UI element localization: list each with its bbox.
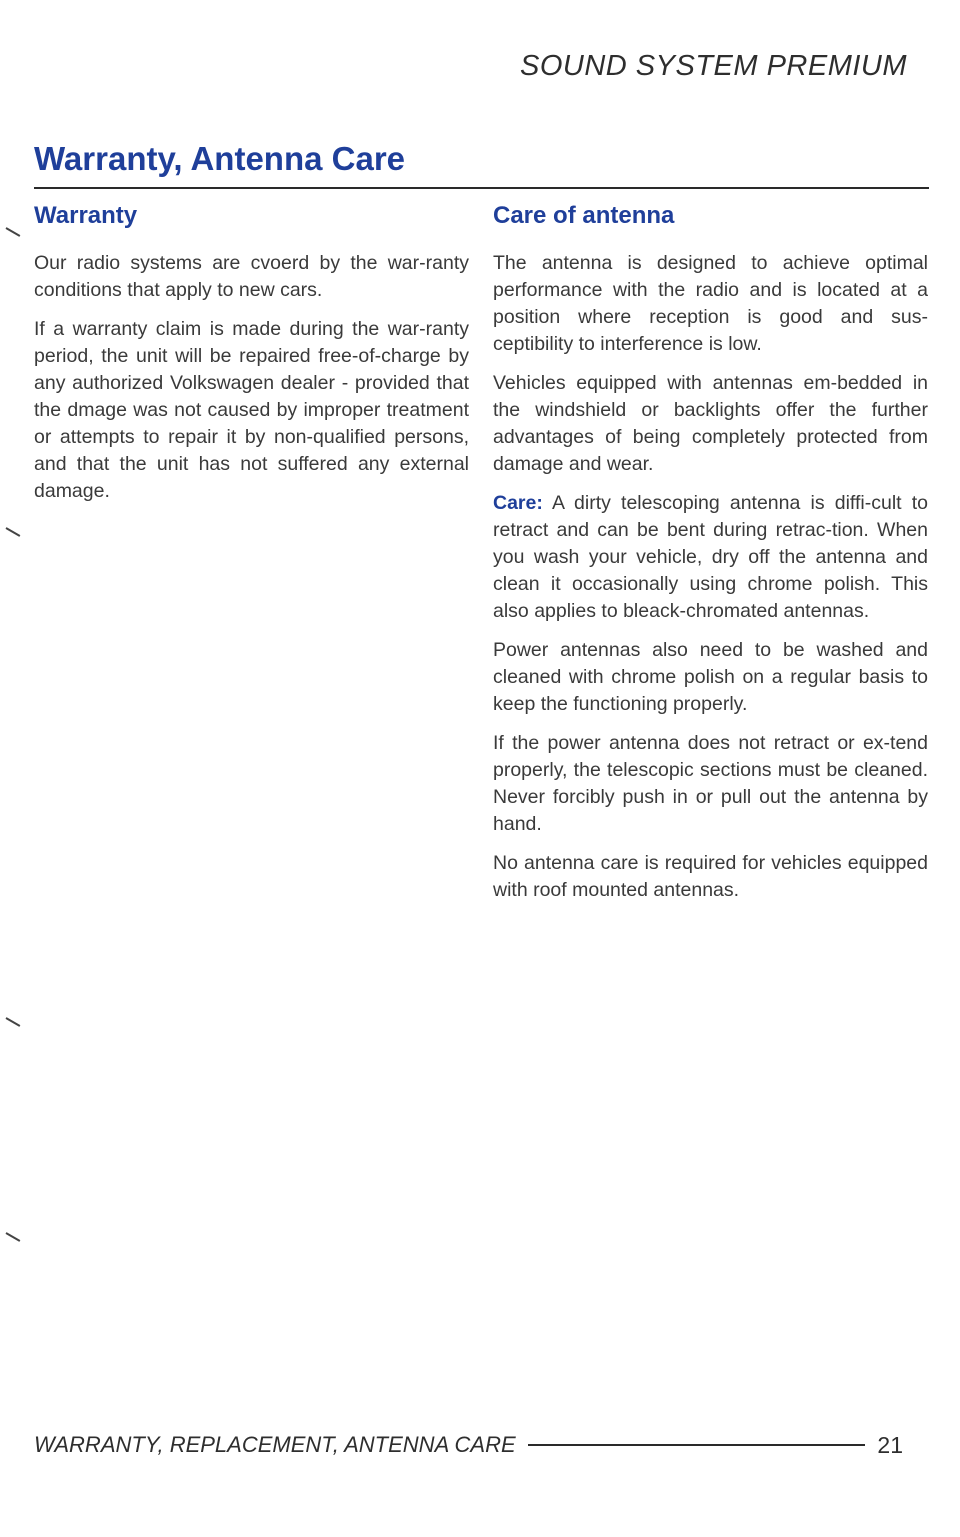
antenna-care-heading: Care of antenna xyxy=(493,202,675,229)
page-footer xyxy=(34,1430,929,1460)
care-paragraph xyxy=(493,490,928,625)
warranty-paragraph: If a warranty claim is made during the war-ranty period, the unit will be repaired free-of-charge by any authorized Volkswagen dealer - provided that the dmage was not caused by improper treatment or attempts to repair it by non-qualified persons, and that the unit has not suffered any external damage. xyxy=(34,318,469,502)
care-label: Care: xyxy=(493,492,543,514)
margin-tick-mark xyxy=(0,1230,22,1252)
care-text: A dirty telescoping antenna is diffi-cult to retract and can be bent during retrac-tion. When you wash your vehicle, dry off the antenna and clean it occasionally using chrome polish. This also applies to bleack-chromated antennas. xyxy=(493,492,928,622)
antenna-paragraph: Power antennas also need to be washed and cleaned with chrome polish on a regular basis to keep the functioning properly. xyxy=(493,639,928,715)
margin-tick-mark xyxy=(0,525,22,547)
antenna-paragraph: If the power antenna does not retract or ex-tend properly, the telescopic sections must be cleaned. Never forcibly push in or pull out the antenna by hand. xyxy=(493,732,928,835)
warranty-paragraph: Our radio systems are cvoerd by the war-ranty conditions that apply to new cars. xyxy=(34,252,469,301)
title-divider xyxy=(34,187,929,189)
antenna-paragraph: The antenna is designed to achieve optimal performance with the radio and is located at a position where reception is good and sus-ceptibility to interference is low. xyxy=(493,252,928,355)
margin-tick-mark xyxy=(0,225,22,247)
warranty-heading: Warranty xyxy=(34,202,138,229)
footer-section-title: WARRANTY, REPLACEMENT, ANTENNA CARE xyxy=(34,1432,516,1457)
antenna-paragraph: Vehicles equipped with antennas em-bedded in the windshield or backlights offer the further advantages of being completely protected from damage and wear. xyxy=(493,372,928,475)
footer-rule xyxy=(528,1444,866,1446)
left-column xyxy=(34,200,469,517)
right-column xyxy=(493,200,928,916)
antenna-paragraph: No antenna care is required for vehicles equipped with roof mounted antennas. xyxy=(493,852,928,901)
running-header: SOUND SYSTEM PREMIUM xyxy=(520,50,908,82)
page-number: 21 xyxy=(877,1431,903,1458)
page-title: Warranty, Antenna Care xyxy=(34,140,406,177)
margin-tick-mark xyxy=(0,1015,22,1037)
